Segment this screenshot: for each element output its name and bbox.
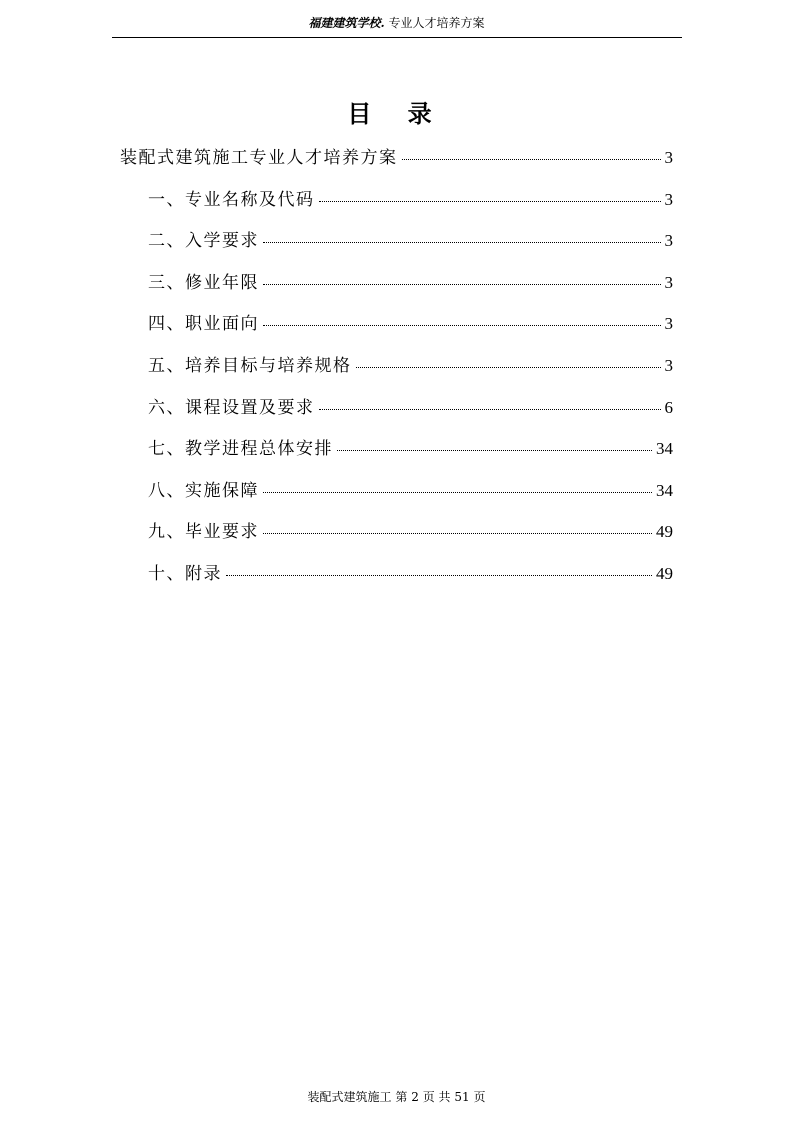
header-school-name: 福建建筑学校. (308, 16, 385, 30)
toc-entry[interactable] (148, 188, 673, 212)
toc-entry-page-number: 3 (664, 148, 673, 167)
toc-dot-leader (263, 242, 661, 243)
page-header (0, 15, 793, 31)
toc-entry[interactable] (148, 437, 673, 461)
toc-dot-leader (263, 533, 652, 534)
toc-entry-page-number: 34 (656, 439, 673, 458)
toc-dot-leader (226, 575, 652, 576)
toc-dot-leader (263, 325, 661, 326)
footer-current-page: 2 (411, 1090, 419, 1104)
toc-dot-leader (356, 367, 661, 368)
toc-entry-page-number: 3 (664, 190, 673, 209)
header-doc-title: 专业人才培养方案 (388, 16, 485, 30)
toc-entry-page-number: 3 (664, 273, 673, 292)
toc-dot-leader (337, 450, 652, 451)
toc-entry-title: 八、实施保障 (148, 481, 259, 501)
toc-entry[interactable] (148, 520, 673, 544)
toc-entry-title: 一、专业名称及代码 (148, 190, 315, 210)
toc-dot-leader (263, 284, 661, 285)
toc-entry[interactable] (148, 562, 673, 586)
toc-entry-title: 三、修业年限 (148, 273, 259, 293)
toc-dot-leader (319, 409, 661, 410)
toc-entry[interactable] (148, 229, 673, 253)
toc-entry-page-number: 49 (656, 564, 673, 583)
footer-total-pages: 51 (454, 1090, 470, 1104)
toc-entry[interactable] (148, 312, 673, 336)
toc-entry-title: 七、教学进程总体安排 (148, 439, 333, 459)
toc-entry[interactable] (148, 354, 673, 378)
footer-page-mid: 页 共 (422, 1090, 451, 1104)
header-rule (112, 37, 682, 38)
toc-dot-leader (263, 492, 652, 493)
toc-title: 目 录 (347, 99, 446, 128)
footer-page-suffix: 页 (473, 1090, 486, 1104)
toc-entry-title: 五、培养目标与培养规格 (148, 356, 352, 376)
page-footer (0, 1089, 793, 1105)
toc-entry-page-number: 49 (656, 522, 673, 541)
footer-page-prefix: 第 (395, 1090, 408, 1104)
toc-entry-page-number: 34 (656, 481, 673, 500)
toc-entry-title: 四、职业面向 (148, 314, 259, 334)
footer-major: 装配式建筑施工 (307, 1090, 392, 1104)
toc-entry-title: 二、入学要求 (148, 231, 259, 251)
toc-dot-leader (319, 201, 661, 202)
toc-entry-title: 九、毕业要求 (148, 522, 259, 542)
toc-entry-title: 六、课程设置及要求 (148, 398, 315, 418)
toc-entry[interactable] (148, 271, 673, 295)
toc-entry-page-number: 3 (664, 356, 673, 375)
toc-entry-title: 装配式建筑施工专业人才培养方案 (120, 148, 398, 168)
toc-dot-leader (402, 159, 661, 160)
toc-entry-page-number: 3 (664, 231, 673, 250)
toc-entry-page-number: 3 (664, 314, 673, 333)
toc-entry[interactable] (148, 396, 673, 420)
toc-entry-page-number: 6 (664, 398, 673, 417)
toc-entry-title: 十、附录 (148, 564, 222, 584)
toc-entry[interactable] (148, 479, 673, 503)
toc-entry[interactable] (120, 146, 673, 170)
